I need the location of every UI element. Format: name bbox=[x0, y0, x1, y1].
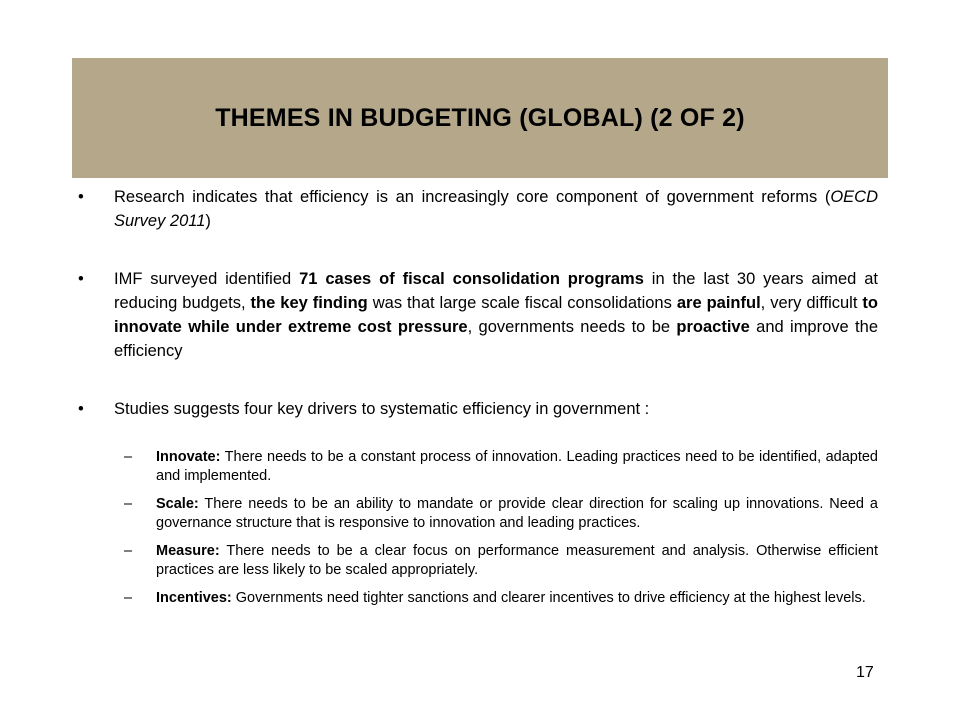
bullet-text: IMF surveyed identified bbox=[114, 270, 300, 288]
bullet-marker: • bbox=[78, 400, 84, 418]
bullet-efficiency-research bbox=[78, 185, 878, 233]
bullet-text: Studies suggests four key drivers to systematic efficiency in government : bbox=[114, 400, 650, 418]
bullet-emphasis: proactive bbox=[676, 318, 750, 336]
bullet-text: Research indicates that efficiency is an increasingly core component of government reforms ( bbox=[114, 188, 831, 206]
dash-marker: – bbox=[124, 449, 133, 465]
title-bar bbox=[72, 58, 888, 178]
bullet-emphasis: the key finding bbox=[250, 294, 368, 312]
bullet-text: , governments needs to be bbox=[467, 318, 677, 336]
slide-title: THEMES IN BUDGETING (GLOBAL) (2 OF 2) bbox=[215, 103, 745, 132]
driver-label: Measure: bbox=[156, 543, 220, 559]
bullet-emphasis: are painful bbox=[676, 294, 761, 312]
dash-marker: – bbox=[124, 496, 133, 512]
driver-item-innovate bbox=[78, 448, 878, 486]
driver-label: Scale: bbox=[156, 496, 199, 512]
driver-label: Incentives: bbox=[156, 590, 232, 606]
driver-text: There needs to be a clear focus on performance measurement and analysis. Otherwise efficient practices are less likely to be scaled appropriately. bbox=[156, 543, 878, 578]
bullet-citation: OECD Survey 2011 bbox=[114, 188, 878, 230]
bullet-marker: • bbox=[78, 270, 84, 288]
driver-text: There needs to be a constant process of innovation. Leading practices need to be identified, adapted and implemented. bbox=[156, 449, 878, 484]
page-number: 17 bbox=[856, 664, 874, 681]
bullet-marker: • bbox=[78, 188, 84, 206]
bullet-text: , very difficult bbox=[760, 294, 863, 312]
driver-item-scale bbox=[78, 495, 878, 533]
dash-marker: – bbox=[124, 543, 133, 559]
driver-text: There needs to be an ability to mandate or provide clear direction for scaling up innovations. Need a governance structure that is responsive to innovation and leading practices. bbox=[156, 496, 878, 531]
bullet-text: in the last 30 years aimed at reducing budgets, bbox=[114, 270, 878, 312]
driver-text: Governments need tighter sanctions and clearer incentives to drive efficiency at the highest levels. bbox=[231, 590, 866, 606]
bullet-emphasis: to innovate while under extreme cost pressure bbox=[114, 294, 878, 336]
driver-item-incentives bbox=[78, 589, 878, 608]
drivers-list bbox=[78, 448, 878, 608]
bullet-text-end: ) bbox=[205, 212, 211, 230]
bullet-emphasis: 71 cases of fiscal consolidation programs bbox=[299, 270, 644, 288]
bullet-imf-survey bbox=[78, 267, 878, 363]
dash-marker: – bbox=[124, 590, 133, 606]
bullet-text: and improve the efficiency bbox=[114, 318, 878, 360]
driver-label: Innovate: bbox=[156, 449, 221, 465]
bullet-key-drivers bbox=[78, 397, 878, 421]
bullet-text: was that large scale fiscal consolidations bbox=[367, 294, 677, 312]
slide-content bbox=[78, 185, 878, 617]
driver-item-measure bbox=[78, 542, 878, 580]
